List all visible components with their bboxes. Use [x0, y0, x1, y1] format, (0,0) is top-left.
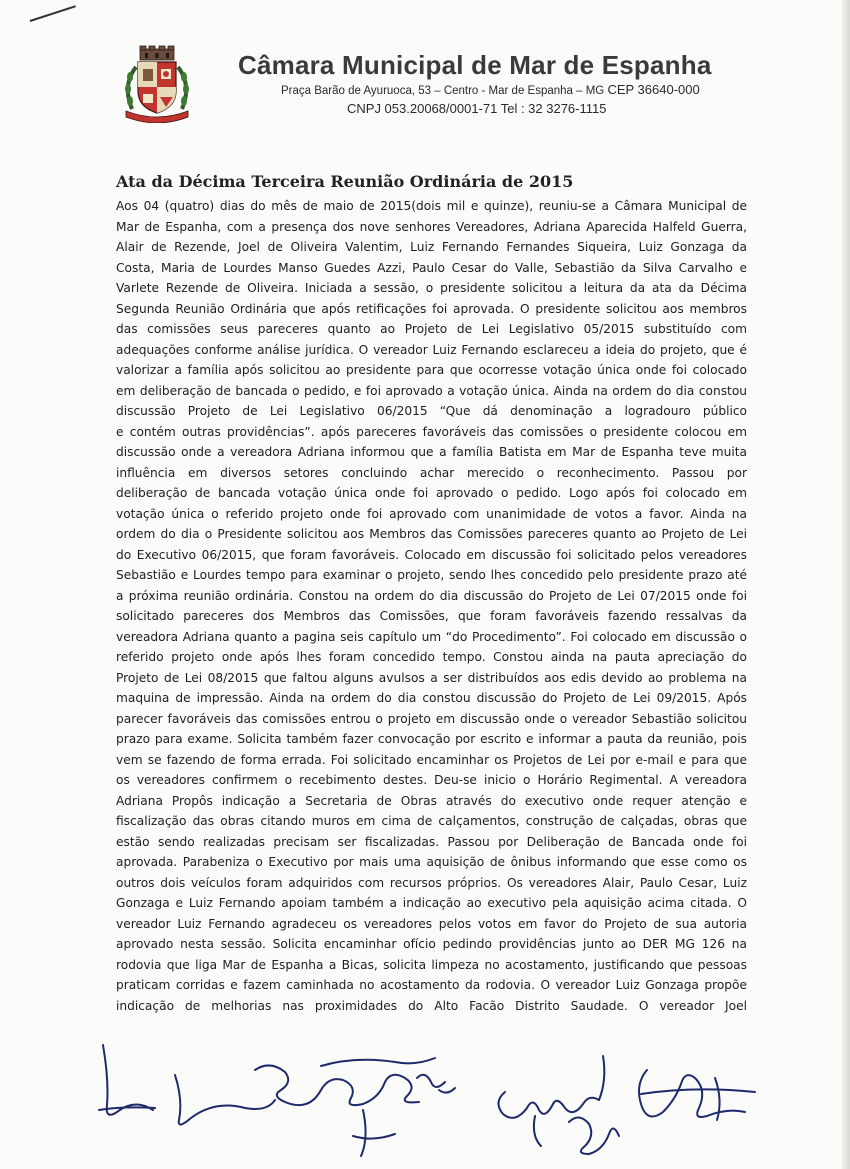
signature-mark: [175, 1075, 275, 1125]
body-line: praticam corridas e fazem caminhada no acostamento da rodovia. O vereador Luiz Gonzaga propõe: [116, 978, 747, 992]
body-line: Mar de Espanha, com a presença dos nove senhores Vereadores, Adriana Aparecida Halfeld Guerra,: [116, 219, 747, 234]
body-line: outros dois veículos foram adquiridos com recursos próprios. Os vereadores Alair, Paulo Cesar, Luiz: [116, 875, 747, 890]
body-line: ordem do dia o Presidente solicitou aos Membros das Comissões pareceres quanto ao Projeto de Lei: [116, 527, 747, 541]
signatures-area: [95, 1020, 775, 1165]
document-title: Ata da Décima Terceira Reunião Ordinária de 2015: [116, 172, 574, 191]
address-line: Praça Barão de Ayuruoca, 53 – Centro - Mar de Espanha – MG: [281, 85, 605, 97]
signature-mark: [569, 1056, 619, 1154]
signature-mark: [99, 1045, 155, 1115]
body-line: rodovia que liga Mar de Espanha a Bicas, solicita limpeza no acostamento, justificando que pessoas: [116, 957, 747, 972]
document-body: [116, 196, 747, 1016]
body-line: vem se fazendo de forma errada. Foi solicitado encaminhar os Projetos de Lei por e-mail e para que: [116, 752, 747, 767]
signature-mark: [417, 1075, 455, 1093]
body-line: do Executivo 06/2015, que foram favoráveis. Colocado em discussão foi solicitado pelos vereadores: [116, 547, 747, 562]
body-line: Sebastião e Lourdes tempo para examinar o projeto, sendo lhes concedido pelo presidente prazo até: [116, 568, 747, 582]
body-line: indicação de melhorias nas proximidades do Alto Facão Distrito Saudade. O vereador Joel: [116, 998, 747, 1013]
body-line: discussão onde a vereadora Adriana informou que a família Batista em Mar de Espanha teve muita: [116, 445, 747, 459]
body-line: Alair de Rezende, Joel de Oliveira Valentim, Luiz Fernando Fernandes Siqueira, Luiz Gonzaga da: [116, 240, 747, 254]
page-edge-shadow: [842, 0, 850, 1169]
pen-mark: [30, 5, 76, 22]
body-line: aprovado nesta sessão. Solicita encaminhar ofício pedindo providências junto ao DER MG 126 na: [116, 937, 747, 951]
body-line: a próxima reunião ordinária. Constou na ordem do dia discussão do Projeto de Lei 07/2015 onde foi: [116, 588, 747, 603]
body-line: parecer favoráveis das comissões entrou o projeto em discussão onde o vereador Sebastião solicitou: [116, 711, 747, 726]
body-line: referido projeto onde após lhes foram concedido tempo. Constou ainda na pauta apreciação do: [116, 650, 747, 664]
cnpj-phone: CNPJ 053.20068/0001-71 Tel : 32 3276-1115: [347, 101, 607, 116]
body-line: e contém outras providências”. após pareceres favoráveis das comissões o presidente colocou em: [116, 424, 747, 439]
body-line: maquina de impressão. Ainda na ordem do dia constou discussão do Projeto de Lei 09/2015. Após: [116, 691, 747, 705]
body-line: das comissões seus pareceres quanto ao Projeto de Lei Legislativo 05/2015 substituído com: [116, 322, 747, 336]
coat-of-arms-icon: [118, 45, 196, 123]
body-line: Adriana Propôs indicação a Secretaria de Obras através do executivo onde requer atenção e: [116, 793, 747, 808]
signature-mark: [639, 1070, 755, 1120]
body-line: os vereadores confirmem o recebimento destes. Deu-se inicio o Horário Regimental. A vereadora: [116, 773, 747, 787]
body-line: influência em diversos setores concluindo achar merecido o reconhecimento. Passou por: [116, 465, 747, 480]
body-line: adequações conforme análise jurídica. O vereador Luiz Fernando esclareceu a ideia do projeto, que é: [116, 342, 747, 357]
body-line: fiscalização das obras citando muros em cima de calçamentos, construção de calçadas, obras que: [116, 814, 747, 828]
body-line: vereadora Adriana quanto a pagina seis capítulo um “do Procedimento”. Foi colocado em discussão o: [116, 629, 747, 644]
body-line: em deliberação de bancada o pedido, e foi aprovado a votação única. Ainda na ordem do dia constou: [116, 383, 747, 398]
body-line: votação única o referido projeto onde foi aprovado com unanimidade de votos a favor. Ainda na: [116, 506, 747, 521]
body-line: aprovada. Parabeniza o Executivo por mais uma aquisição de ônibus informando que esse como os: [116, 855, 747, 869]
body-line: deliberação de bancada votação única onde foi aprovado o pedido. Logo após foi colocado em: [116, 486, 747, 500]
body-line: estão sendo realizadas precisam ser fiscalizadas. Passou por Deliberação de Bancada onde foi: [116, 834, 747, 849]
body-line: Varlete Rezende de Oliveira. Iniciada a sessão, o presidente solicitou a leitura da ata da Décima: [116, 281, 747, 295]
body-line: solicitado pareceres dos Membros das Comissões, que foram favoráveis fazendo ressalvas da: [116, 609, 747, 623]
cep-code: CEP 36640-000: [607, 82, 700, 97]
body-line: Costa, Maria de Lourdes Manso Guedes Azzi, Paulo Cesar do Valle, Sebastião da Silva Carvalho e: [116, 260, 747, 275]
body-line: valorizar a família após solicitou ao presidente para que ocorresse votação única onde foi colocado: [116, 363, 747, 377]
signature-mark: [255, 1058, 435, 1156]
body-line: Segunda Reunião Ordinária que após retificações foi aprovada. O presidente solicitou aos membros: [116, 301, 747, 316]
institution-title: Câmara Municipal de Mar de Espanha: [238, 50, 712, 80]
institution-address: [281, 82, 700, 97]
body-line: Projeto de Lei 08/2015 que faltou alguns avulsos a ser distribuídos aos edis devido ao problema na: [116, 670, 747, 685]
body-line: Gonzaga e Luiz Fernando apoiam também a indicação ao executivo pela aquisição acima citada. O: [116, 896, 747, 910]
body-line: vereador Luiz Fernando agradeceu os vereadores pelos votos em favor do Projeto de sua autoria: [116, 916, 747, 931]
body-line: prazo para exame. Solicita também fazer convocação por escrito e informar a pauta da reunião, pois: [116, 732, 747, 746]
body-line: Aos 04 (quatro) dias do mês de maio de 2015(dois mil e quinze), reuniu-se a Câmara Municipal de: [116, 199, 747, 213]
body-line: discussão Projeto de Lei Legislativo 06/2015 “Que dá denominação a logradouro público: [116, 404, 747, 418]
